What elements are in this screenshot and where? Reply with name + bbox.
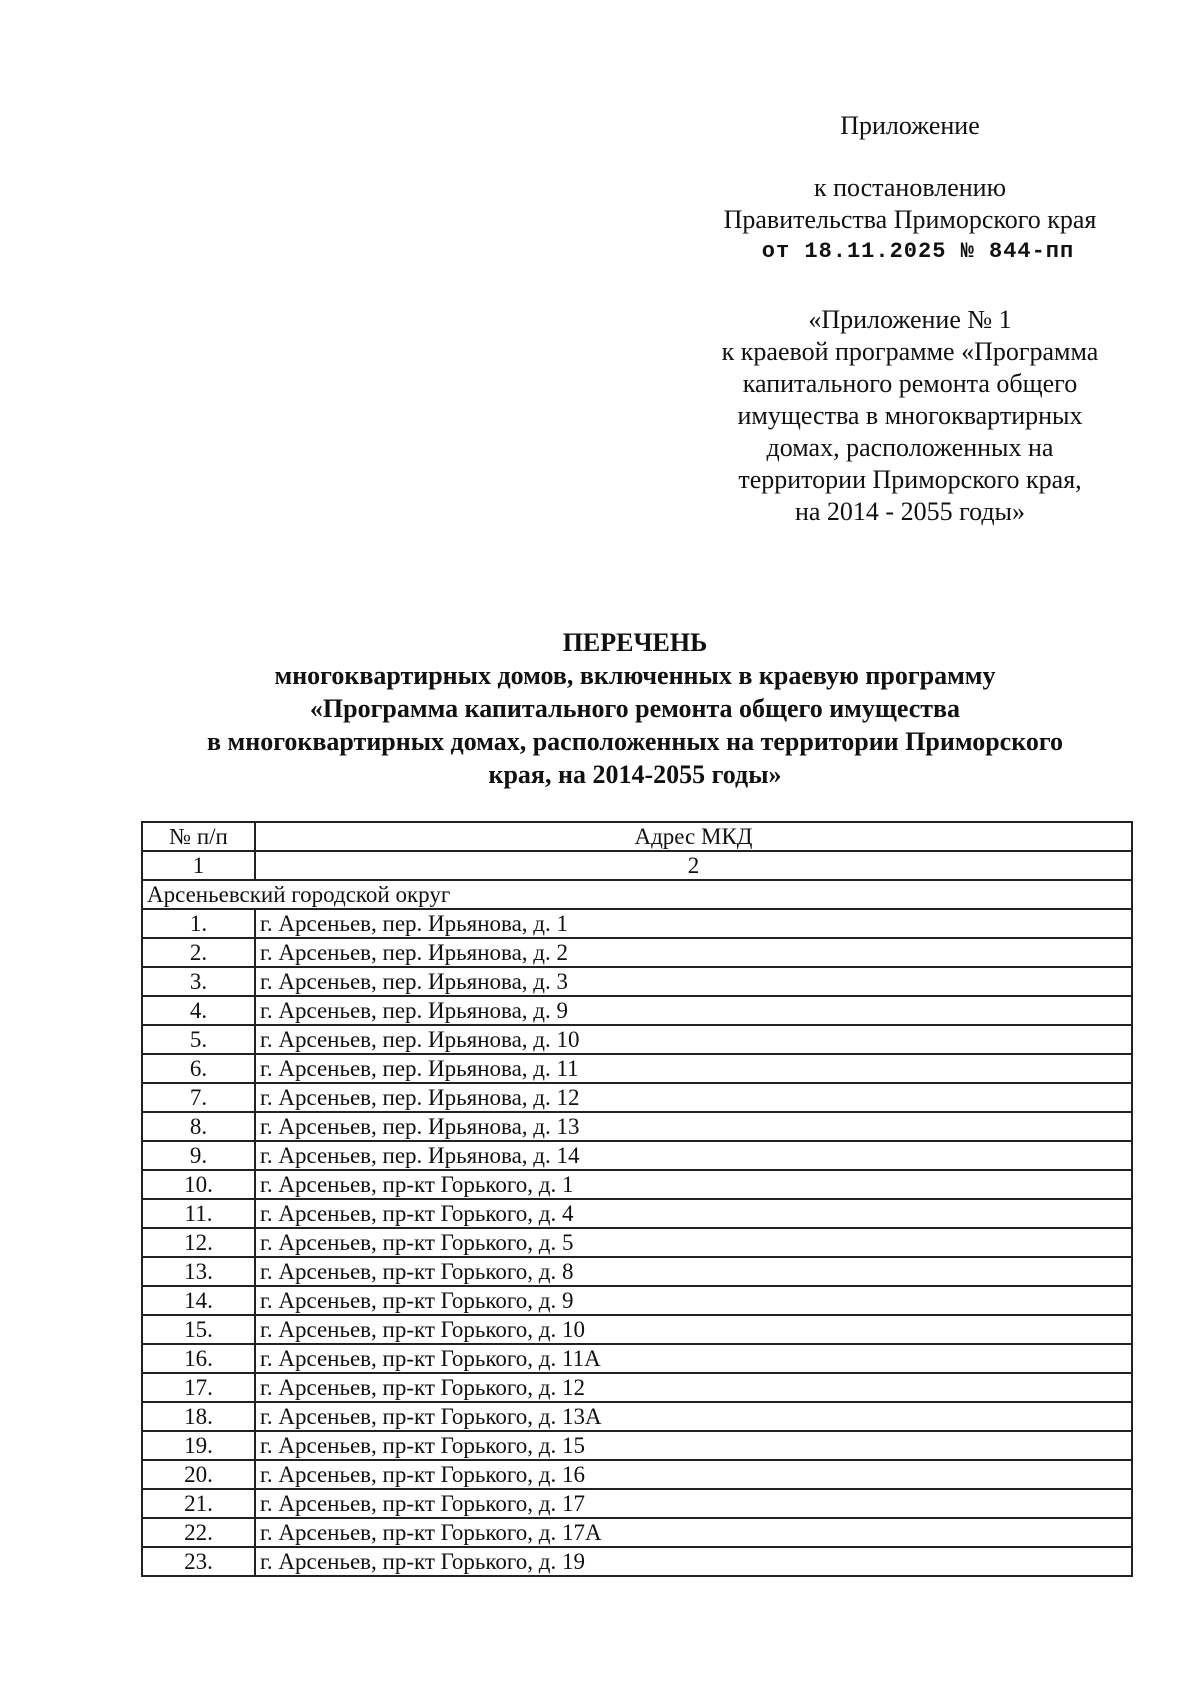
table-row <box>142 1489 1132 1518</box>
table-row <box>142 1257 1132 1286</box>
appendix-line: к краевой программе «Программа <box>721 337 1099 366</box>
table-row <box>142 938 1132 967</box>
row-address: г. Арсеньев, пер. Ирьянова, д. 11 <box>255 1054 1132 1083</box>
row-address: г. Арсеньев, пр-кт Горького, д. 12 <box>255 1373 1132 1402</box>
row-number: 5. <box>142 1025 255 1054</box>
title-line: «Программа капитального ремонта общего имущества <box>309 694 961 723</box>
table-row <box>142 1547 1132 1576</box>
table-row <box>142 1170 1132 1199</box>
table-row <box>142 1431 1132 1460</box>
row-address: г. Арсеньев, пр-кт Горького, д. 13А <box>255 1402 1132 1431</box>
row-address: г. Арсеньев, пр-кт Горького, д. 17А <box>255 1518 1132 1547</box>
row-number: 22. <box>142 1518 255 1547</box>
row-address: г. Арсеньев, пр-кт Горького, д. 11А <box>255 1344 1132 1373</box>
appendix-line: на 2014 - 2055 годы» <box>794 497 1026 526</box>
table-row <box>142 967 1132 996</box>
row-address: г. Арсеньев, пер. Ирьянова, д. 1 <box>255 909 1132 938</box>
row-address: г. Арсеньев, пр-кт Горького, д. 10 <box>255 1315 1132 1344</box>
table-header-row <box>142 822 1132 851</box>
row-number: 9. <box>142 1141 255 1170</box>
buildings-table <box>141 821 1133 1577</box>
appendix-block <box>690 110 1130 528</box>
table-row <box>142 1083 1132 1112</box>
title-line: многоквартирных домов, включенных в краевую программу <box>274 661 996 690</box>
row-address: г. Арсеньев, пр-кт Горького, д. 16 <box>255 1460 1132 1489</box>
table-row <box>142 1112 1132 1141</box>
row-address: г. Арсеньев, пер. Ирьянова, д. 9 <box>255 996 1132 1025</box>
row-number: 14. <box>142 1286 255 1315</box>
table-row <box>142 1344 1132 1373</box>
table-row <box>142 1199 1132 1228</box>
table-group-row <box>142 880 1132 909</box>
row-number: 23. <box>142 1547 255 1576</box>
column-number-1: 1 <box>142 851 255 880</box>
appendix-line: к постановлению <box>813 173 1007 202</box>
group-title: Арсеньевский городской округ <box>142 880 1132 909</box>
row-address: г. Арсеньев, пер. Ирьянова, д. 14 <box>255 1141 1132 1170</box>
row-address: г. Арсеньев, пер. Ирьянова, д. 12 <box>255 1083 1132 1112</box>
title-line: в многоквартирных домах, расположенных на территории Приморского <box>207 727 1063 756</box>
row-number: 3. <box>142 967 255 996</box>
table-row <box>142 1286 1132 1315</box>
appendix-line: домах, расположенных на <box>766 433 1054 462</box>
row-number: 7. <box>142 1083 255 1112</box>
title-heading: ПЕРЕЧЕНЬ <box>562 628 708 657</box>
appendix-line: имущества в многоквартирных <box>737 401 1083 430</box>
column-header-address: Адрес МКД <box>255 822 1132 851</box>
table-numbering-row <box>142 851 1132 880</box>
row-number: 19. <box>142 1431 255 1460</box>
table-row <box>142 1373 1132 1402</box>
row-number: 6. <box>142 1054 255 1083</box>
appendix-line: территории Приморского края, <box>738 465 1082 494</box>
table-row <box>142 996 1132 1025</box>
row-number: 10. <box>142 1170 255 1199</box>
table-row <box>142 1315 1132 1344</box>
row-address: г. Арсеньев, пер. Ирьянова, д. 13 <box>255 1112 1132 1141</box>
row-number: 2. <box>142 938 255 967</box>
row-number: 18. <box>142 1402 255 1431</box>
row-number: 17. <box>142 1373 255 1402</box>
row-number: 15. <box>142 1315 255 1344</box>
row-address: г. Арсеньев, пр-кт Горького, д. 9 <box>255 1286 1132 1315</box>
row-address: г. Арсеньев, пр-кт Горького, д. 17 <box>255 1489 1132 1518</box>
row-number: 1. <box>142 909 255 938</box>
row-address: г. Арсеньев, пр-кт Горького, д. 4 <box>255 1199 1132 1228</box>
row-number: 13. <box>142 1257 255 1286</box>
table-row <box>142 1460 1132 1489</box>
row-number: 21. <box>142 1489 255 1518</box>
row-number: 8. <box>142 1112 255 1141</box>
row-number: 11. <box>142 1199 255 1228</box>
column-number-2: 2 <box>255 851 1132 880</box>
table-row <box>142 1402 1132 1431</box>
row-address: г. Арсеньев, пр-кт Горького, д. 19 <box>255 1547 1132 1576</box>
column-header-number: № п/п <box>142 822 255 851</box>
table-row <box>142 1054 1132 1083</box>
appendix-line: «Приложение № 1 <box>808 305 1012 334</box>
appendix-line: Правительства Приморского края <box>723 205 1097 234</box>
appendix-line: капитального ремонта общего <box>742 369 1078 398</box>
row-address: г. Арсеньев, пр-кт Горького, д. 15 <box>255 1431 1132 1460</box>
document-title <box>130 626 1140 791</box>
table-row <box>142 1141 1132 1170</box>
row-address: г. Арсеньев, пр-кт Горького, д. 5 <box>255 1228 1132 1257</box>
table-row <box>142 1518 1132 1547</box>
row-address: г. Арсеньев, пер. Ирьянова, д. 10 <box>255 1025 1132 1054</box>
table-row <box>142 1025 1132 1054</box>
row-address: г. Арсеньев, пр-кт Горького, д. 1 <box>255 1170 1132 1199</box>
row-address: г. Арсеньев, пер. Ирьянова, д. 2 <box>255 938 1132 967</box>
row-address: г. Арсеньев, пер. Ирьянова, д. 3 <box>255 967 1132 996</box>
decree-number-stamp: от 18.11.2025 № 844-пп <box>761 239 1075 264</box>
row-number: 12. <box>142 1228 255 1257</box>
row-number: 4. <box>142 996 255 1025</box>
appendix-title: Приложение <box>840 111 980 140</box>
row-number: 20. <box>142 1460 255 1489</box>
row-number: 16. <box>142 1344 255 1373</box>
table-row <box>142 909 1132 938</box>
table-row <box>142 1228 1132 1257</box>
row-address: г. Арсеньев, пр-кт Горького, д. 8 <box>255 1257 1132 1286</box>
title-line: края, на 2014-2055 годы» <box>488 760 782 789</box>
